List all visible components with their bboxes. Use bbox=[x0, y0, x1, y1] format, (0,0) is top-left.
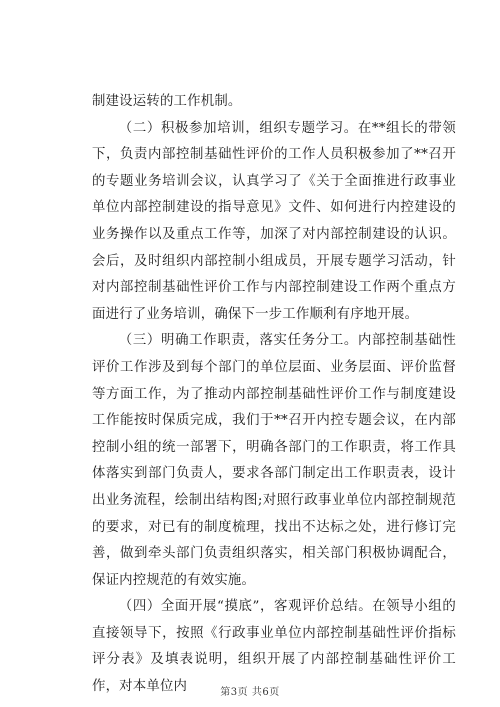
paragraph-continuation: 制建设运转的工作机制。 bbox=[92, 94, 242, 109]
paragraph-responsibilities: （三）明确工作职责，落实任务分工。内部控制基础性评价工作涉及到每个部门的单位层面、业务层面、评价监督等方面工作，为了推动内部控制基础性评价工作与制度建设工作能按时保质完成，我们于**召开内控专题会议，在内部控制小组的统一部署下，明确各部门的工作职责，将工作具体落实到部门负责人，要求各部门制定出工作职责表，设计出业务流程，绘制出结构图;对照行政事业单位内部控制规范的要求，对已有的制度梳理，找出不达标之处，进行修订完善，做到牵头部门负责组织落实，相关部门积极协调配合，保证内控规范的有效实施。 bbox=[92, 333, 456, 588]
page-number-footer: 第3页 共6页 bbox=[220, 687, 280, 698]
paragraph-training: （二）积极参加培训，组织专题学习。在**组长的带领下，负责内部控制基础性评价的工作人员积极参加了**召开的专题业务培训会议，认真学习了《关于全面推进行政事业单位内部控制建设的指导意见》文件、如何进行内控建设的业务操作以及重点工作等，加深了对内部控制建设的认识。会后，及时组织内部控制小组成员，开展专题学习活动，针对内部控制基础性评价工作与内部控制建设工作两个重点方面进行了业务培训，确保下一步工作顺利有序地开展。 bbox=[92, 120, 456, 322]
paragraph-evaluation: （四）全面开展“摸底”，客观评价总结。在领导小组的直接领导下，按照《行政事业单位内部控制基础性评价指标评分表》及填表说明，组织开展了内部控制基础性评价工作，对本单位内 bbox=[92, 599, 456, 695]
document-body bbox=[92, 89, 456, 701]
